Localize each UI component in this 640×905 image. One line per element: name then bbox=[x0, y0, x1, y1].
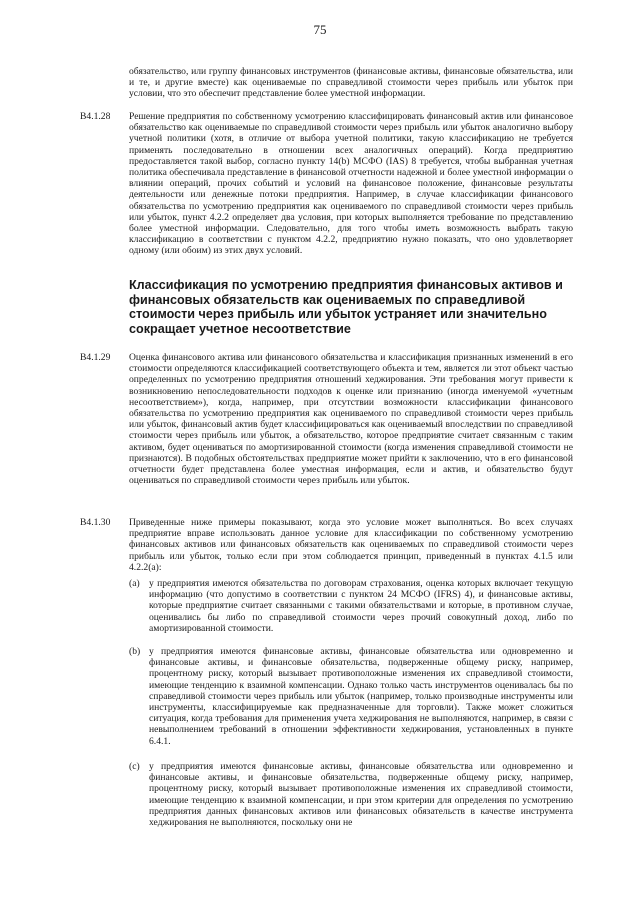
section-paragraph: Приведенные ниже примеры показывают, когда это условие может выполняться. Во всех случаях предприятие вправе использовать данное условие для классификации по собственному усмотрению финансовых активов или финансовых обязательств как оцениваемых по справедливой стоимости через прибыль или убыток, только если при этом соблюдается принцип, приведенный в пунктах 4.1.5 или 4.2.2(a): bbox=[129, 517, 573, 573]
list-item: у предприятия имеются финансовые активы, финансовые обязательства или одновременно и финансовые активы, и финансовые обязательства, подверженные общему риску, например, процентному риску, который вызывает противоположные изменения их справедливой стоимости, имеющие тенденцию к взаимной компенсации. Однако только часть инструментов оценивалась бы по справедливой стоимости через прибыль или убыток (например, только производные инструменты или инструменты, классифицируемые как предназначенные для торговли). Также может сложиться ситуация, когда требования для применения учета хеджирования не выполняются, например, в связи с невыполнением требований в отношении эффективности хеджирования, установленных в пункте 6.4.1. bbox=[149, 646, 573, 747]
intro-paragraph: обязательство, или группу финансовых инструментов (финансовые активы, финансовые обязательства, или и те, и другие вместе) как оцениваемые по справедливой стоимости через прибыль или убыток при условии, что это обеспечит представление более уместной информации. bbox=[129, 66, 573, 100]
section-paragraph: Оценка финансового актива или финансового обязательства и классификация признанных изменений в его стоимости определяются классификацией соответствующего объекта и тем, является ли этот объект частью определенных по усмотрению предприятия отношений хеджирования. Эти требования могут привести к возникновению непоследовательности подходов к оценке или признанию (иногда именуемой «учетным несоответствием»), когда, например, при отсутствии возможности классификации финансового обязательства по усмотрению предприятия как оцениваемого по справедливой стоимости через прибыль или убыток, финансовый актив будет классифицироваться как оцениваемый впоследствии по справедливой стоимости через прибыль или убыток, а обязательство, которое предприятие считает связанным с таким активом, будет оцениваться по амортизированной стоимости (когда изменения справедливой стоимости не признаются). В подобных обстоятельствах предприятие может прийти к заключению, что в его финансовой отчетности будет представлена более уместная информация, если и актив, и обязательство будут оцениваться по справедливой стоимости через прибыль или убыток. bbox=[129, 352, 573, 487]
list-item: у предприятия имеются обязательства по договорам страхования, оценка которых включает текущую информацию (что допустимо в соответствии с пунктом 24 МСФО (IFRS) 4), и финансовые активы, которые предприятие считает связанными с такими обязательствами и которые, в противном случае, оценивались бы либо по справедливой стоимости через прочий совокупный доход, либо по амортизированной стоимости. bbox=[149, 578, 573, 634]
page-number: 75 bbox=[313, 22, 327, 37]
section-number: B4.1.29 bbox=[80, 352, 111, 363]
list-item-marker: (a) bbox=[129, 578, 140, 589]
section-number: B4.1.28 bbox=[80, 111, 111, 122]
list-item: у предприятия имеются финансовые активы, финансовые обязательства или одновременно и финансовые активы, и финансовые обязательства, подверженные общему риску, например, процентному риску, который вызывает противоположные изменения их справедливой стоимости, имеющие тенденцию к взаимной компенсации, и при этом критерии для определения по усмотрению предприятия данных финансовых активов или финансовых обязательств в качестве инструмента хеджирования не выполняются, поскольку они не bbox=[149, 761, 573, 829]
list-item-marker: (c) bbox=[129, 761, 140, 772]
section-heading: Классификация по усмотрению предприятия финансовых активов и финансовых обязательств как оцениваемых по справедливой стоимости через прибыль или убыток устраняет или значительно сокращает учетное несоответствие bbox=[129, 278, 563, 336]
list-item-marker: (b) bbox=[129, 646, 141, 657]
section-number: B4.1.30 bbox=[80, 517, 111, 528]
section-paragraph: Решение предприятия по собственному усмотрению классифицировать финансовый актив или финансовое обязательство как оцениваемые по справедливой стоимости через прибыль или убыток аналогично выбору учетной политики (хотя, в отличие от выбора учетной политики, такую классификацию не требуется применять последовательно в отношении всех аналогичных операций). Когда предприятию предоставляется такой выбор, согласно пункту 14(b) МСФО (IAS) 8 требуется, чтобы выбранная учетная политика обеспечивала представление в финансовой отчетности надежной и более уместной информации о влиянии операций, прочих событий и условий на финансовое положение, финансовые результаты деятельности или денежные потоки предприятия. Например, в случае классификации финансового обязательства по усмотрению предприятия как оцениваемого по справедливой стоимости через прибыль или убыток, пункт 4.2.2 определяет два условия, при которых выполняется требование по представлению более уместной информации. Следовательно, для того чтобы иметь возможность выбрать такую классификацию в соответствии с пунктом 4.2.2, предприятию нужно показать, что оно удовлетворяет одному (или обоим) из этих двух условий. bbox=[129, 111, 573, 257]
